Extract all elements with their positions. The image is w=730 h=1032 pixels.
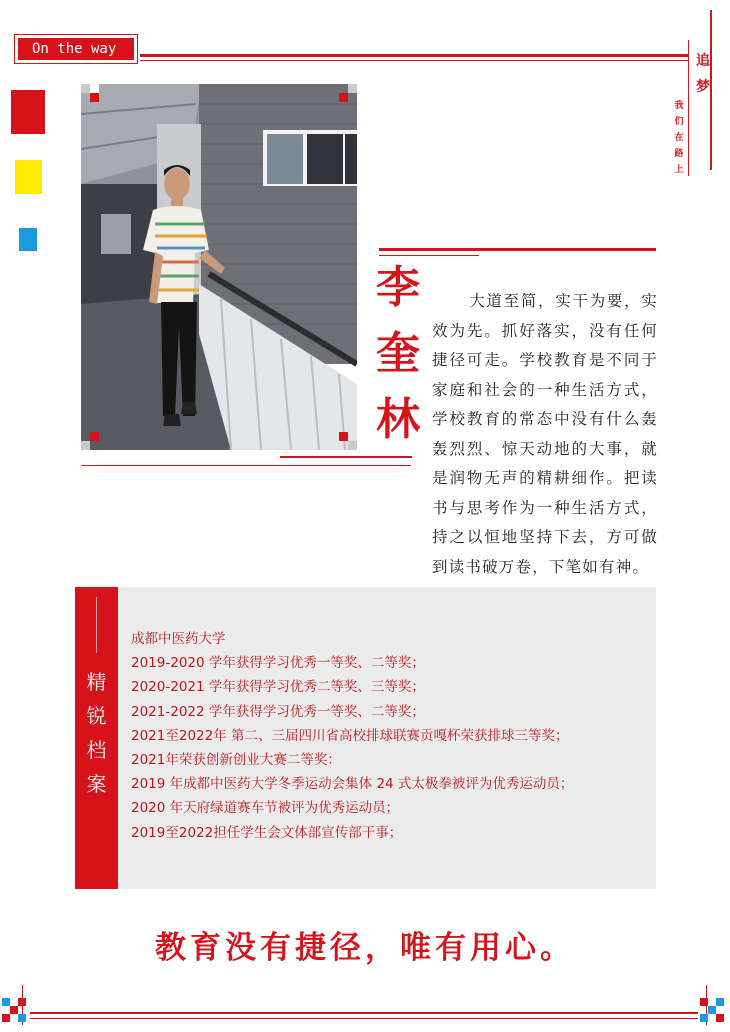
profile-title: [75, 665, 118, 801]
ornament-pixel: [18, 998, 26, 1006]
pixel-corner: [81, 441, 90, 450]
pixel-corner: [339, 93, 348, 102]
ornament-pixel: [10, 1006, 18, 1014]
ornament-pixel: [2, 998, 10, 1006]
motto-char: 追: [696, 53, 710, 69]
profile-title-char: 案: [86, 772, 107, 796]
profile-item: 成都中医药大学: [131, 631, 226, 647]
ornament-pixel: [716, 1014, 724, 1022]
header-rule: [140, 54, 688, 57]
name-char: 奎: [376, 328, 420, 379]
motto-main: [693, 48, 713, 100]
ornament-pixel: [708, 1006, 716, 1014]
pixel-corner: [81, 84, 90, 93]
name-rule: [379, 248, 656, 251]
yellow-square: [15, 160, 42, 194]
name-char: 李: [376, 262, 420, 313]
corner-ornament-right: [700, 998, 730, 1028]
motto-sub-char: 上: [674, 165, 684, 175]
header-rule-thin: [140, 60, 688, 61]
ornament-pixel: [18, 1014, 26, 1022]
pixel-corner: [348, 84, 357, 93]
ornament-pixel: [700, 1014, 708, 1022]
name-char: 林: [376, 394, 420, 445]
profile-item: 2021-2022 学年获得学习优秀一等奖、二等奖；: [131, 703, 425, 720]
ornament-pixel: [2, 1014, 10, 1022]
motto-sub-char: 路: [674, 149, 684, 159]
ornament-pixel: [716, 998, 724, 1006]
profile-list: [131, 627, 573, 845]
right-rule-thin: [688, 40, 689, 176]
profile-title-char: 精: [86, 670, 107, 694]
pixel-corner: [348, 441, 357, 450]
name-rule-thin: [379, 255, 479, 256]
pixel-corner: [90, 432, 99, 441]
photo-rule-thin: [81, 465, 411, 466]
photo-rule: [280, 456, 412, 458]
profile-item: 2020 年天府绿道赛车节被评为优秀运动员；: [131, 800, 400, 817]
header-tag: On the way: [18, 38, 134, 60]
corner-ornament-left: [2, 998, 32, 1028]
motto-sub-char: 我: [674, 101, 684, 111]
profile-item: 2019 年成都中医药大学冬季运动会集体 24 式太极拳被评为优秀运动员；: [131, 776, 574, 793]
footer-rule-thin: [30, 1018, 698, 1019]
slogan: 教育没有捷径，唯有用心。: [155, 930, 575, 966]
motto-sub-char: 们: [674, 117, 684, 127]
motto-sub: [671, 98, 687, 178]
profile-item: 2021年荣获创新创业大赛二等奖：: [131, 752, 341, 769]
pixel-corner: [339, 432, 348, 441]
profile-item: 2020-2021 学年获得学习优秀二等奖、三等奖；: [131, 679, 425, 696]
footer-rule: [30, 1012, 698, 1014]
essay-text: 大道至简，实干为要，实效为先。抓好落实，没有任何捷径可走。学校教育是不同于家庭和社会的一种生活方式，学校教育的常态中没有什么轰轰烈烈、惊天动地的大事，就是润物无声的精耕细作。把读书与思考作为一种生活方式，持之以恒地坚持下去，方可做到读书破万卷，下笔如有神。: [432, 292, 658, 576]
ornament-pixel: [700, 998, 708, 1006]
pixel-corner: [90, 93, 99, 102]
blue-square: [19, 228, 37, 251]
profile-title-char: 档: [86, 738, 107, 762]
profile-item: 2019至2022担任学生会文体部宣传部干事；: [131, 824, 403, 841]
profile-side-bar: [96, 597, 97, 653]
profile-title-char: 锐: [86, 704, 107, 728]
motto-char: 梦: [696, 79, 710, 95]
profile-item: 2021至2022年 第二、三届四川省高校排球联赛贡嘎杯荣获排球三等奖；: [131, 727, 569, 744]
profile-photo-illustration: [81, 84, 357, 450]
profile-side-tab: [75, 587, 118, 889]
profile-item: 2019-2020 学年获得学习优秀一等奖、二等奖；: [131, 655, 425, 672]
red-square: [11, 90, 45, 134]
motto-sub-char: 在: [674, 133, 684, 143]
pixel-corner: [90, 84, 99, 93]
profile-photo: [81, 84, 357, 450]
